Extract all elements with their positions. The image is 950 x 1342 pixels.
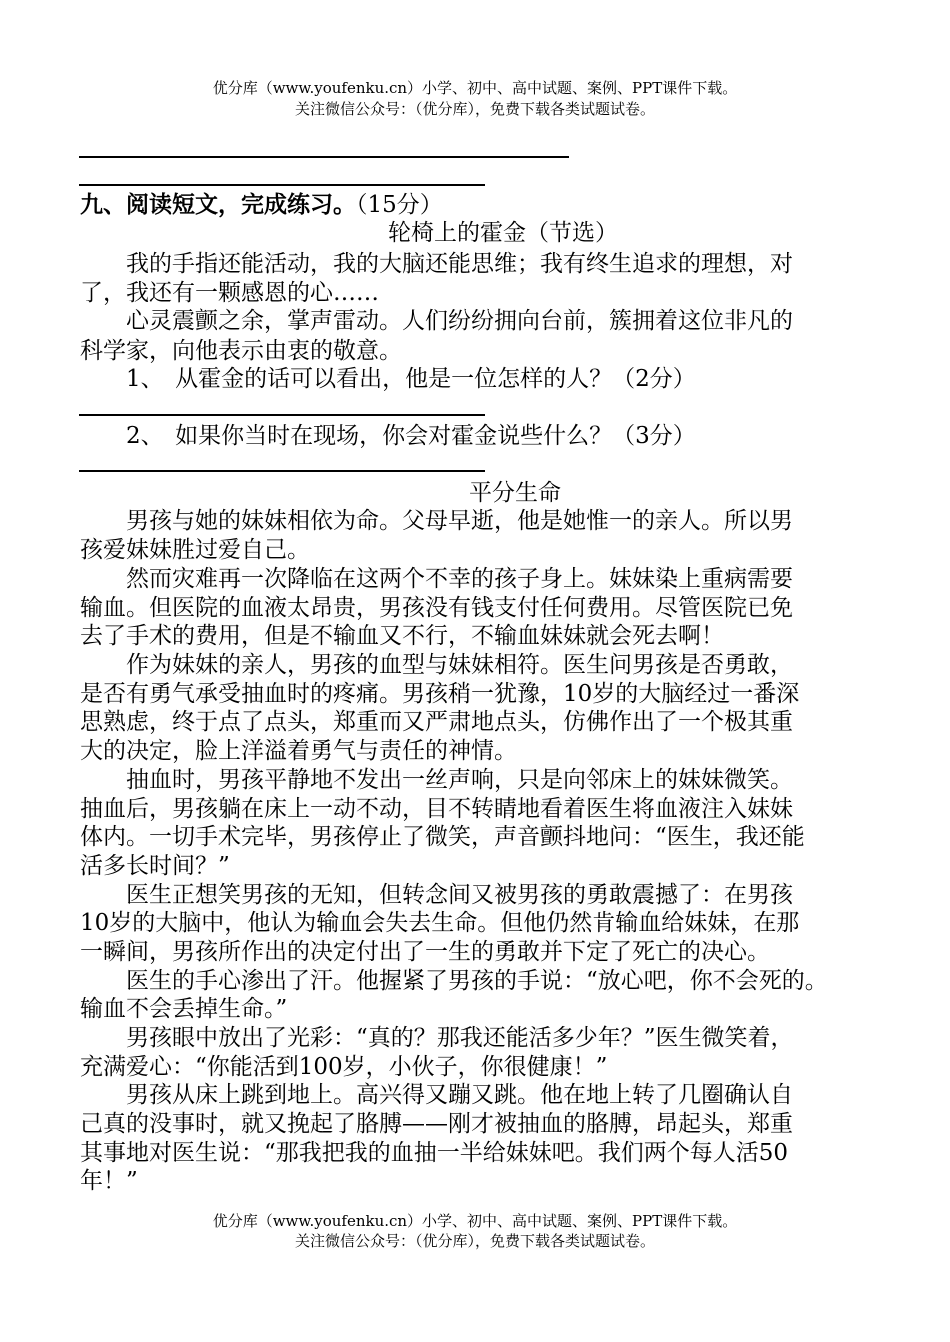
paragraph-line: 抽血后，男孩躺在床上一动不动，目不转睛地看着医生将血液注入妹妹	[80, 796, 793, 822]
paragraph-line: 男孩从床上跳到地上。高兴得又蹦又跳。他在地上转了几圈确认自	[80, 1082, 793, 1108]
paragraph-line: 己真的没事时，就又挽起了胳膊——刚才被抽血的胳膊，昂起头，郑重	[80, 1111, 793, 1137]
paragraph-line: 科学家，向他表示由衷的敬意。	[80, 338, 402, 364]
paragraph-line: 我的手指还能活动，我的大脑还能思维；我有终生追求的理想，对	[80, 251, 793, 277]
answer-blank-line	[79, 156, 569, 158]
paragraph-line: 一瞬间，男孩所作出的决定付出了一生的勇敢并下定了死亡的决心。	[80, 939, 770, 965]
paragraph-line: 抽血时，男孩平静地不发出一丝声响，只是向邻床上的妹妹微笑。	[80, 767, 793, 793]
paragraph-line: 其事地对医生说：“那我把我的血抽一半给妹妹吧。我们两个每人活50	[80, 1140, 789, 1166]
passage-title: 轮椅上的霍金（节选）	[388, 220, 618, 246]
paragraph-line: 心灵震颤之余，掌声雷动。人们纷纷拥向台前，簇拥着这位非凡的	[80, 308, 793, 334]
paragraph-line: 输血。但医院的血液太昂贵，男孩没有钱支付任何费用。尽管医院已免	[80, 595, 793, 621]
paragraph-line: 活多长时间？”	[80, 853, 230, 879]
answer-blank-line	[79, 470, 485, 472]
paragraph-line: 年！”	[80, 1168, 138, 1194]
answer-blank-line	[79, 414, 485, 416]
paragraph-line: 孩爱妹妹胜过爱自己。	[80, 537, 310, 563]
paragraph-line: 了，我还有一颗感恩的心……	[80, 280, 379, 306]
section-heading	[80, 190, 443, 220]
question-2: 2、 如果你当时在现场，你会对霍金说些什么？（3分）	[80, 423, 696, 449]
paragraph-line: 思熟虑，终于点了点头，郑重而又严肃地点头，仿佛作出了一个极其重	[80, 709, 793, 735]
page-header-line-2: 关注微信公众号：（优分库），免费下载各类试题试卷。	[294, 100, 655, 118]
page-footer-line-1: 优分库（www.youfenku.cn）小学、初中、高中试题、案例、PPT课件下载。	[212, 1212, 738, 1230]
answer-blank-line	[79, 184, 485, 186]
question-1: 1、 从霍金的话可以看出，他是一位怎样的人？（2分）	[80, 366, 696, 392]
paragraph-line: 作为妹妹的亲人，男孩的血型与妹妹相符。医生问男孩是否勇敢，	[80, 652, 793, 678]
paragraph-line: 输血不会丢掉生命。”	[80, 996, 288, 1022]
paragraph-line: 是否有勇气承受抽血时的疼痛。男孩稍一犹豫，10岁的大脑经过一番深	[80, 681, 800, 707]
paragraph-line: 然而灾难再一次降临在这两个不幸的孩子身上。妹妹染上重病需要	[80, 566, 793, 592]
paragraph-line: 10岁的大脑中，他认为输血会失去生命。但他仍然肯输血给妹妹，在那	[80, 910, 800, 936]
page-footer-line-2: 关注微信公众号：（优分库），免费下载各类试题试卷。	[294, 1232, 655, 1250]
passage-title: 平分生命	[469, 480, 561, 506]
section-heading-text: 九、阅读短文，完成练习。	[80, 191, 356, 218]
paragraph-line: 医生正想笑男孩的无知，但转念间又被男孩的勇敢震撼了：在男孩	[80, 882, 793, 908]
paragraph-line: 体内。一切手术完毕，男孩停止了微笑，声音颤抖地问：“医生，我还能	[80, 824, 805, 850]
paragraph-line: 充满爱心：“你能活到100岁，小伙子，你很健康！”	[80, 1054, 608, 1080]
paragraph-line: 男孩与她的妹妹相依为命。父母早逝，他是她惟一的亲人。所以男	[80, 508, 793, 534]
paragraph-line: 男孩眼中放出了光彩：“真的？那我还能活多少年？”医生微笑着，	[80, 1025, 794, 1051]
paragraph-line: 医生的手心渗出了汗。他握紧了男孩的手说：“放心吧，你不会死的。	[80, 968, 828, 994]
section-points: （15分）	[356, 192, 443, 218]
page-header-line-1: 优分库（www.youfenku.cn）小学、初中、高中试题、案例、PPT课件下载。	[212, 79, 738, 97]
paragraph-line: 大的决定，脸上洋溢着勇气与责任的神情。	[80, 738, 517, 764]
paragraph-line: 去了手术的费用，但是不输血又不行，不输血妹妹就会死去啊！	[80, 623, 724, 649]
